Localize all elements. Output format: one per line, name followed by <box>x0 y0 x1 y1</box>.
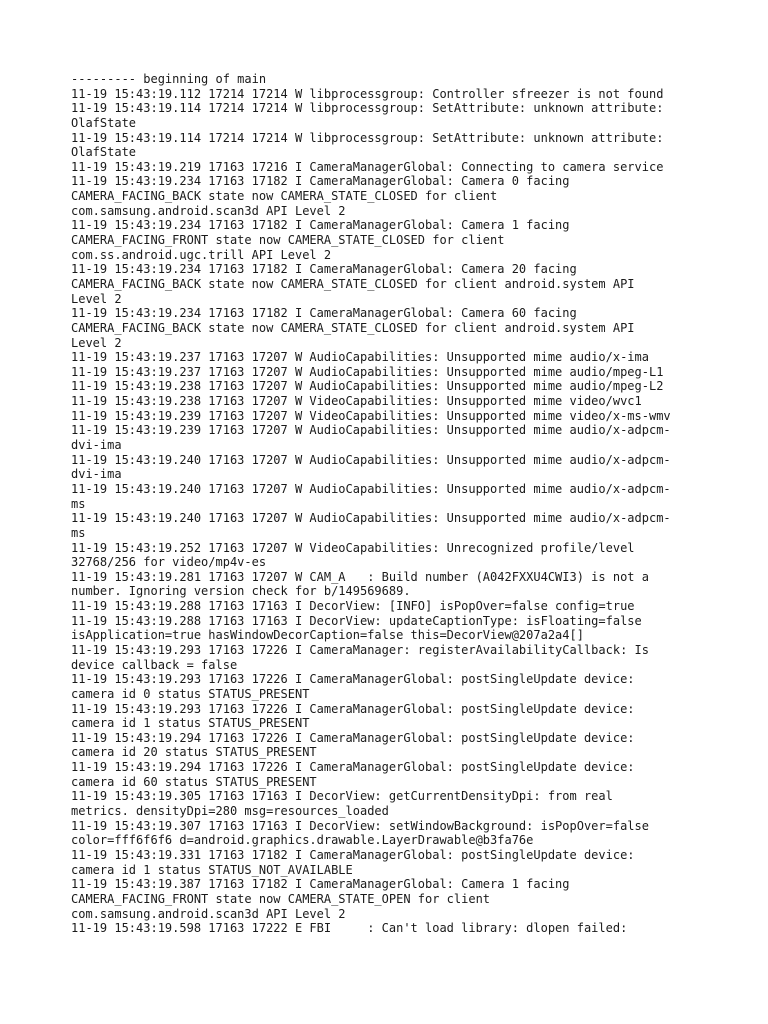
log-line: 11-19 15:43:19.294 17163 17226 I CameraManagerGlobal: postSingleUpdate device: <box>71 730 635 745</box>
log-line: metrics. densityDpi=280 msg=resources_loaded <box>71 804 389 819</box>
log-line: 11-19 15:43:19.240 17163 17207 W AudioCapabilities: Unsupported mime audio/x-adpcm- <box>71 481 671 496</box>
log-line: 11-19 15:43:19.293 17163 17226 I CameraManager: registerAvailabilityCallback: Is <box>71 642 649 657</box>
log-line: dvi-ima <box>71 438 122 453</box>
log-line: 11-19 15:43:19.238 17163 17207 W VideoCapabilities: Unsupported mime video/wvc1 <box>71 394 642 409</box>
log-line: com.samsung.android.scan3d API Level 2 <box>71 203 346 218</box>
log-line: 11-19 15:43:19.281 17163 17207 W CAM_A : Build number (A042FXXU4CWI3) is not a <box>71 569 649 584</box>
log-line: 11-19 15:43:19.234 17163 17182 I CameraManagerGlobal: Camera 20 facing <box>71 262 577 277</box>
log-line: 11-19 15:43:19.288 17163 17163 I DecorView: updateCaptionType: isFloating=false <box>71 613 642 628</box>
log-line: CAMERA_FACING_BACK state now CAMERA_STATE_CLOSED for client <box>71 189 498 204</box>
log-line: com.samsung.android.scan3d API Level 2 <box>71 906 346 921</box>
log-line: OlafState <box>71 145 137 160</box>
log-line: Level 2 <box>71 335 122 350</box>
log-line: camera id 20 status STATUS_PRESENT <box>71 745 317 760</box>
log-line: CAMERA_FACING_FRONT state now CAMERA_STATE_OPEN for client <box>71 891 491 906</box>
log-line: 11-19 15:43:19.240 17163 17207 W AudioCapabilities: Unsupported mime audio/x-adpcm- <box>71 511 671 526</box>
log-line: camera id 0 status STATUS_PRESENT <box>71 686 310 701</box>
log-line: device callback = false <box>71 657 238 672</box>
log-line: 11-19 15:43:19.387 17163 17182 I CameraManagerGlobal: Camera 1 facing <box>71 877 570 892</box>
log-line: 11-19 15:43:19.114 17214 17214 W libprocessgroup: SetAttribute: unknown attribute: <box>71 101 664 116</box>
log-line: 11-19 15:43:19.238 17163 17207 W AudioCapabilities: Unsupported mime audio/mpeg-L2 <box>71 379 664 394</box>
log-text-block <box>71 72 721 936</box>
log-line: 32768/256 for video/mp4v-es <box>71 555 267 570</box>
log-line: 11-19 15:43:19.239 17163 17207 W AudioCapabilities: Unsupported mime audio/x-adpcm- <box>71 423 671 438</box>
log-line: ms <box>71 496 86 511</box>
log-line: 11-19 15:43:19.598 17163 17222 E FBI : Can't load library: dlopen failed: <box>71 921 628 936</box>
log-line: 11-19 15:43:19.237 17163 17207 W AudioCapabilities: Unsupported mime audio/x-ima <box>71 350 649 365</box>
log-line: ms <box>71 525 86 540</box>
log-line: CAMERA_FACING_BACK state now CAMERA_STATE_CLOSED for client android.system API <box>71 276 635 291</box>
log-line: 11-19 15:43:19.234 17163 17182 I CameraManagerGlobal: Camera 1 facing <box>71 218 570 233</box>
log-line: CAMERA_FACING_FRONT state now CAMERA_STATE_CLOSED for client <box>71 233 505 248</box>
log-line: OlafState <box>71 115 137 130</box>
log-line: CAMERA_FACING_BACK state now CAMERA_STATE_CLOSED for client android.system API <box>71 320 635 335</box>
log-line: 11-19 15:43:19.288 17163 17163 I DecorView: [INFO] isPopOver=false config=true <box>71 599 635 614</box>
log-line: camera id 60 status STATUS_PRESENT <box>71 774 317 789</box>
log-line: number. Ignoring version check for b/149569689. <box>71 584 411 599</box>
log-line: camera id 1 status STATUS_NOT_AVAILABLE <box>71 862 353 877</box>
log-line: Level 2 <box>71 291 122 306</box>
log-line: 11-19 15:43:19.293 17163 17226 I CameraManagerGlobal: postSingleUpdate device: <box>71 701 635 716</box>
log-line: 11-19 15:43:19.252 17163 17207 W VideoCapabilities: Unrecognized profile/level <box>71 540 635 555</box>
log-line: 11-19 15:43:19.112 17214 17214 W libprocessgroup: Controller sfreezer is not found <box>71 86 664 101</box>
log-line: 11-19 15:43:19.307 17163 17163 I DecorView: setWindowBackground: isPopOver=false <box>71 818 649 833</box>
log-line: 11-19 15:43:19.294 17163 17226 I CameraManagerGlobal: postSingleUpdate device: <box>71 760 635 775</box>
log-line: 11-19 15:43:19.240 17163 17207 W AudioCapabilities: Unsupported mime audio/x-adpcm- <box>71 452 671 467</box>
log-line: dvi-ima <box>71 467 122 482</box>
log-line: camera id 1 status STATUS_PRESENT <box>71 716 310 731</box>
log-line: 11-19 15:43:19.114 17214 17214 W libprocessgroup: SetAttribute: unknown attribute: <box>71 130 664 145</box>
log-line: 11-19 15:43:19.219 17163 17216 I CameraManagerGlobal: Connecting to camera service <box>71 159 664 174</box>
log-line: --------- beginning of main <box>71 72 267 86</box>
log-line: 11-19 15:43:19.331 17163 17182 I CameraManagerGlobal: postSingleUpdate device: <box>71 847 635 862</box>
log-line: 11-19 15:43:19.305 17163 17163 I DecorView: getCurrentDensityDpi: from real <box>71 789 613 804</box>
log-line: 11-19 15:43:19.234 17163 17182 I CameraManagerGlobal: Camera 60 facing <box>71 306 577 321</box>
log-line: com.ss.android.ugc.trill API Level 2 <box>71 247 332 262</box>
log-line: 11-19 15:43:19.239 17163 17207 W VideoCapabilities: Unsupported mime video/x-ms-wmv <box>71 408 671 423</box>
log-line: isApplication=true hasWindowDecorCaption=false this=DecorView@207a2a4[] <box>71 628 584 643</box>
log-line: color=fff6f6f6 d=android.graphics.drawable.LayerDrawable@b3fa76e <box>71 833 534 848</box>
log-line: 11-19 15:43:19.293 17163 17226 I CameraManagerGlobal: postSingleUpdate device: <box>71 672 635 687</box>
log-line: 11-19 15:43:19.234 17163 17182 I CameraManagerGlobal: Camera 0 facing <box>71 174 570 189</box>
log-line: 11-19 15:43:19.237 17163 17207 W AudioCapabilities: Unsupported mime audio/mpeg-L1 <box>71 364 664 379</box>
